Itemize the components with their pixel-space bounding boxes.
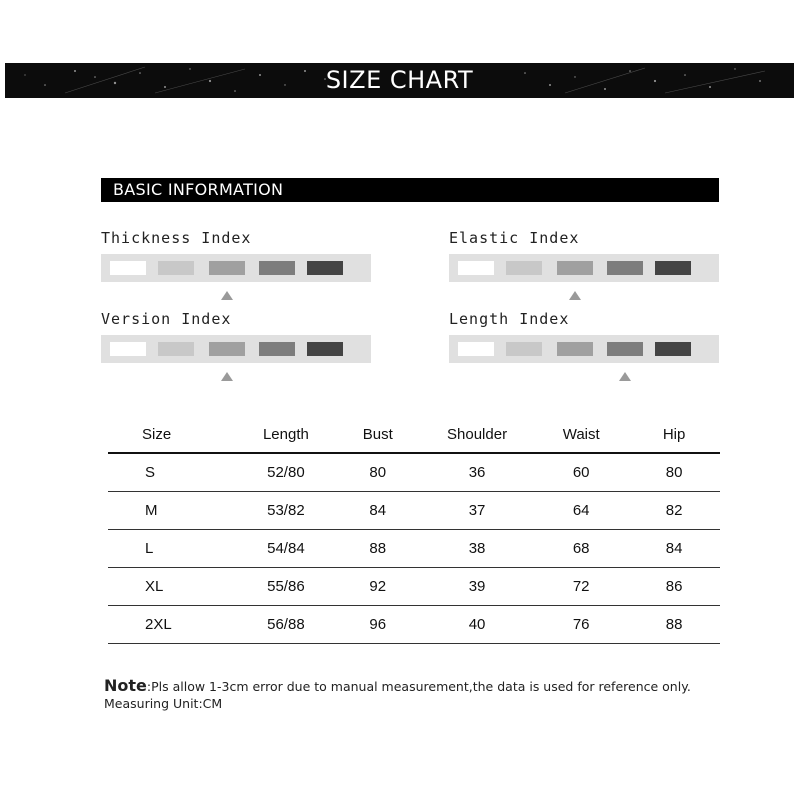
index-swatch [655, 342, 691, 356]
index-swatch [158, 342, 194, 356]
table-row [108, 529, 720, 567]
measuring-unit: Measuring Unit:CM [104, 696, 223, 711]
cell-size: 2XL [145, 615, 172, 633]
header-length: Length [262, 425, 309, 443]
table-header-row [108, 416, 720, 453]
cell-bust: 96 [369, 615, 387, 633]
header-waist: Waist [562, 425, 600, 443]
size-table [108, 416, 720, 644]
table-row [108, 453, 720, 491]
thickness-index [101, 228, 371, 282]
index-swatch [557, 261, 593, 275]
cell-bust: 84 [369, 501, 387, 519]
cell-shoulder: 38 [468, 539, 486, 557]
cell-shoulder: 40 [468, 615, 486, 633]
cell-length: 56/88 [267, 615, 305, 633]
header-size: Size [142, 425, 172, 443]
section-title: BASIC INFORMATION [113, 180, 284, 199]
cell-bust: 88 [369, 539, 387, 557]
cell-waist: 60 [572, 464, 590, 482]
index-swatch [158, 261, 194, 275]
index-pointer-triangle [221, 291, 233, 300]
length-index-label: Length Index [449, 310, 570, 328]
cell-length: 53/82 [267, 501, 305, 519]
cell-waist: 64 [572, 501, 590, 519]
note-heading: Note [104, 676, 147, 695]
cell-size: S [145, 464, 156, 482]
index-swatch [307, 261, 343, 275]
basic-information-bar [101, 178, 719, 202]
index-pointer-triangle [619, 372, 631, 381]
cell-bust: 92 [369, 577, 387, 595]
version-index-label: Version Index [101, 310, 232, 328]
index-swatch [557, 342, 593, 356]
index-swatch [110, 342, 146, 356]
cell-length: 54/84 [267, 539, 305, 557]
size-chart-banner [5, 63, 794, 98]
cell-hip: 82 [665, 501, 683, 519]
index-swatch [655, 261, 691, 275]
version-index [101, 309, 371, 363]
cell-size: M [145, 501, 158, 519]
cell-size: L [145, 539, 154, 557]
note-text: :Pls allow 1-3cm error due to manual measurement,the data is used for reference only. [146, 679, 691, 694]
table-row [108, 491, 720, 529]
index-pointer-triangle [221, 372, 233, 381]
cell-size: XL [145, 577, 164, 595]
index-swatch [307, 342, 343, 356]
index-swatch [259, 261, 295, 275]
version-index-scale [101, 335, 371, 363]
index-swatch [607, 342, 643, 356]
length-index [449, 309, 719, 363]
length-index-scale [449, 335, 719, 363]
index-swatch [458, 342, 494, 356]
cell-bust: 80 [369, 464, 387, 482]
header-hip: Hip [662, 425, 686, 443]
measurement-note [104, 677, 764, 712]
index-swatch [506, 261, 542, 275]
index-swatch [209, 261, 245, 275]
index-swatch [110, 261, 146, 275]
header-bust: Bust [362, 425, 393, 443]
cell-shoulder: 37 [468, 501, 486, 519]
index-swatch [458, 261, 494, 275]
cell-hip: 88 [665, 615, 683, 633]
index-swatch [209, 342, 245, 356]
cell-length: 55/86 [267, 577, 305, 595]
thickness-index-label: Thickness Index [101, 229, 252, 247]
elastic-index-scale [449, 254, 719, 282]
cell-length: 52/80 [267, 464, 305, 482]
cell-hip: 84 [665, 539, 683, 557]
table-row [108, 567, 720, 605]
cell-shoulder: 39 [468, 577, 486, 595]
index-swatch [607, 261, 643, 275]
elastic-index [449, 228, 719, 282]
cell-shoulder: 36 [468, 464, 486, 482]
cell-hip: 80 [665, 464, 683, 482]
thickness-index-scale [101, 254, 371, 282]
note-line [104, 677, 764, 695]
cell-hip: 86 [665, 577, 683, 595]
table-row [108, 605, 720, 643]
header-shoulder: Shoulder [447, 425, 508, 443]
index-swatch [506, 342, 542, 356]
cell-waist: 76 [572, 615, 590, 633]
cell-waist: 72 [572, 577, 590, 595]
index-pointer-triangle [569, 291, 581, 300]
cell-waist: 68 [572, 539, 590, 557]
banner-title: SIZE CHART [325, 66, 474, 94]
elastic-index-label: Elastic Index [449, 229, 580, 247]
index-swatch [259, 342, 295, 356]
